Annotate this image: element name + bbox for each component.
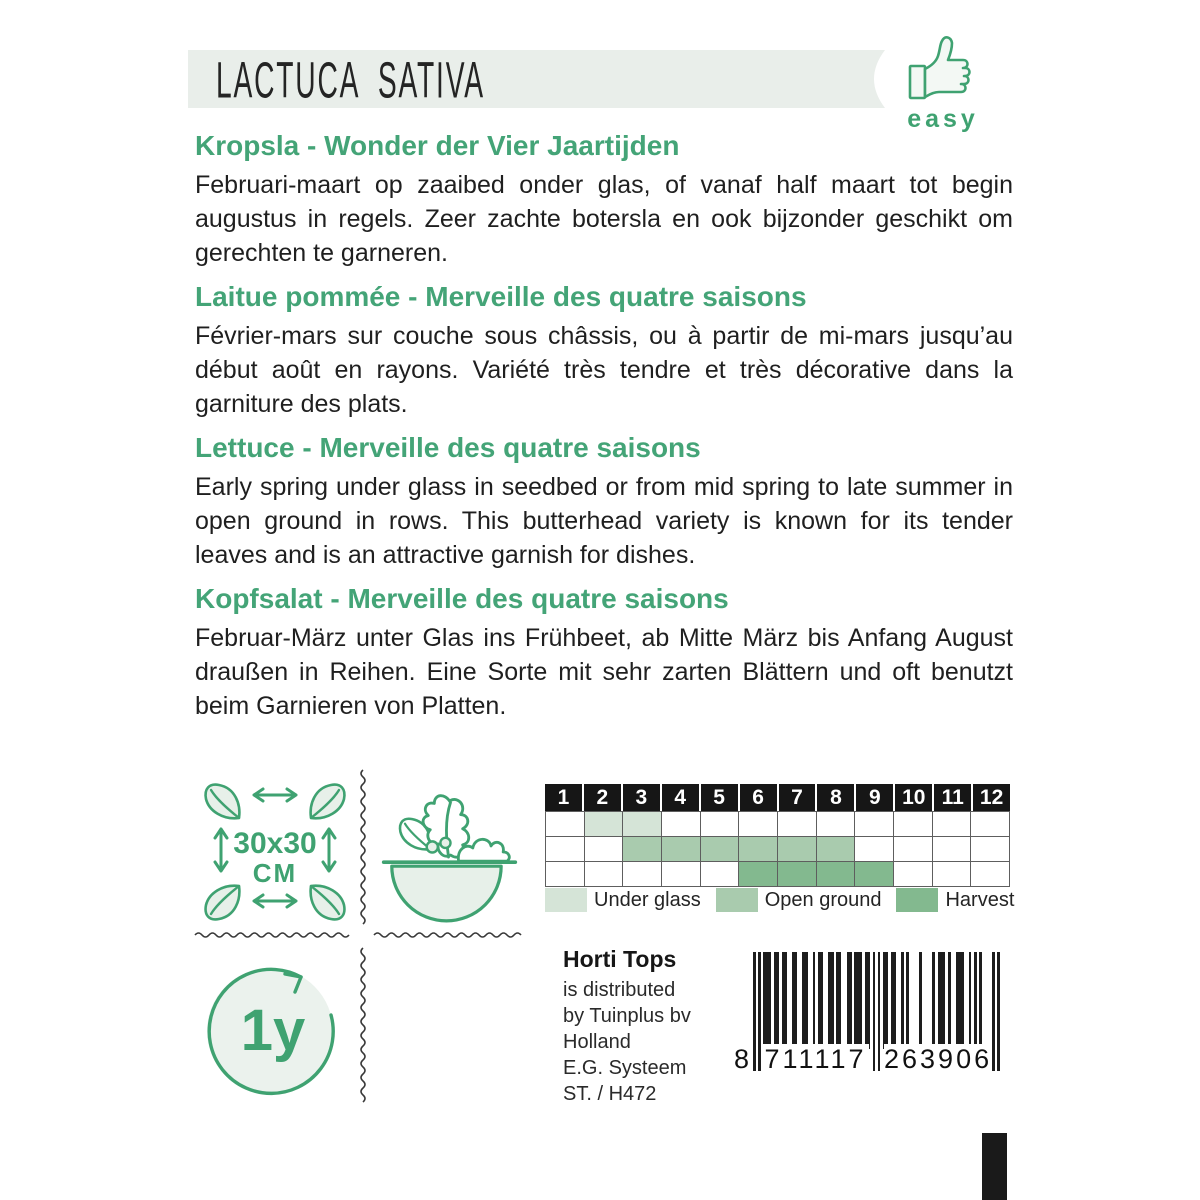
legend-item-harvest [896,888,1014,912]
legend-label: Under glass [594,888,701,911]
calendar-cell [662,837,701,861]
barcode-bar [906,952,909,1049]
section-heading: Lettuce - Merveille des quatre saisons [195,432,701,463]
distributor-line: Holland [563,1031,631,1053]
calendar-cell [739,837,778,861]
distributor-line: by Tuinplus bv [563,1005,691,1027]
legend-swatch [896,888,938,912]
calendar-cell [778,837,817,861]
calendar-row-harvest [545,862,1010,887]
distributor-line: is distributed [563,979,676,1001]
barcode-bar [979,952,982,1049]
month-cell: 4 [662,784,699,811]
calendar-cell [701,812,740,836]
barcode-bar [839,952,842,1049]
month-cell: 9 [856,784,893,811]
seed-lifetime-badge [198,953,348,1105]
calendar-row-open-ground [545,837,1010,862]
wavy-divider-horizontal-right [374,930,526,940]
thumbs-up-icon [901,34,985,104]
calendar-cell [817,812,856,836]
legend-item-open-ground [716,888,882,912]
barcode-bar [831,952,834,1049]
barcode-bar [961,952,964,1049]
calendar-cell [623,812,662,836]
distributor-line: ST. / H472 [563,1083,657,1105]
calendar-cell [623,837,662,861]
month-cell: 8 [817,784,854,811]
print-corner-mark [982,1133,1007,1200]
barcode-bar [849,952,852,1049]
barcode-digit-group: 711117 [762,1044,869,1075]
legend-label: Open ground [764,888,882,911]
barcode-bar [948,952,951,1049]
section-heading: Kropsla - Wonder der Vier Jaartijden [195,130,680,161]
calendar-cell [739,812,778,836]
barcode-bar [784,952,787,1049]
difficulty-label: easy [907,105,979,133]
calendar-cell [971,812,1009,836]
calendar-month-header [545,784,1010,811]
distributor-block [563,946,743,1107]
section-body: Early spring under glass in seedbed or from mid spring to late summer in open ground in rows. This butterhead variety is known for its tender leaves and is an attractive garnish for dishes. [195,473,1013,569]
calendar-cell [894,862,933,886]
section-german [195,583,1013,723]
sowing-calendar [545,784,1010,887]
barcode-bar [860,952,863,1049]
month-cell: 3 [623,784,660,811]
month-cell: 1 [545,784,582,811]
ean-barcode [733,952,1000,1076]
calendar-cell [971,862,1009,886]
calendar-cell [933,862,972,886]
calendar-cell [855,812,894,836]
calendar-cell [894,837,933,861]
salad-bowl-pictogram [372,770,527,932]
calendar-cell [817,837,856,861]
difficulty-badge [901,34,985,134]
lifetime-label: 1y [240,998,306,1063]
section-body: Februar-März unter Glas ins Frühbeet, ab Mitte März bis Anfang August draußen in Reihen. Eine Sorte mit sehr zarten Blättern und oft benutzt beim Garnieren von Platten. [195,624,1013,720]
section-english [195,432,1013,572]
wavy-divider-vertical-top [358,770,368,930]
barcode-bar [776,952,779,1049]
calendar-cell [855,862,894,886]
spacing-size: 30x30 [233,827,317,860]
calendar-cell [585,812,624,836]
barcode-digit-group: 263906 [884,1044,993,1074]
legend-item-under-glass [545,888,701,912]
calendar-cell [894,812,933,836]
calendar-cell [701,837,740,861]
barcode-bar [943,952,946,1049]
calendar-cell [817,862,856,886]
barcode-bar [769,952,772,1049]
calendar-cell [933,812,972,836]
spacing-text [193,828,357,887]
calendar-cell [662,812,701,836]
calendar-cell [778,862,817,886]
month-cell: 11 [934,784,971,811]
barcode-bar [867,952,870,1049]
section-heading: Kopfsalat - Merveille des quatre saisons [195,583,729,614]
wavy-divider-horizontal-left [195,930,352,940]
calendar-cell [585,862,624,886]
section-french [195,281,1013,421]
calendar-row-under-glass [545,812,1010,837]
spacing-unit: CM [252,857,298,888]
month-cell: 5 [701,784,738,811]
legend-swatch [545,888,587,912]
distributor-line: E.G. Systeem [563,1057,687,1079]
section-heading: Laitue pommée - Merveille des quatre saisons [195,281,807,312]
month-cell: 6 [740,784,777,811]
calendar-cell [855,837,894,861]
section-body: Février-mars sur couche sous châssis, ou à partir de mi-mars jusqu’au début août en rayons. Variété très tendre et très décorative dans la garniture des plats. [195,322,1013,418]
barcode-bar [932,952,935,1049]
calendar-cell [546,837,585,861]
calendar-cell [933,837,972,861]
month-cell: 10 [895,784,932,811]
barcode-bar [974,952,977,1049]
barcode-digits [733,1044,1000,1076]
calendar-cell [739,862,778,886]
salad-bowl-icon [372,770,527,932]
barcode-bar [886,952,889,1049]
calendar-cell [546,812,585,836]
barcode-bar [821,952,824,1049]
calendar-cell [662,862,701,886]
section-dutch [195,130,1013,270]
calendar-rows [545,811,1010,887]
barcode-bar [805,952,808,1049]
description-sections [195,130,1013,734]
plant-spacing-pictogram [193,772,357,932]
botanical-name: LACTUCA SATIVA [216,50,485,108]
calendar-cell [971,837,1009,861]
legend-swatch [716,888,758,912]
barcode-bar [969,952,972,1049]
month-cell: 12 [973,784,1010,811]
distributor-name: Horti Tops [563,946,677,972]
barcode-bar [919,952,922,1049]
month-cell: 2 [584,784,621,811]
legend-label: Harvest [945,888,1015,911]
wavy-divider-vertical-bottom [358,948,368,1103]
title-banner [188,50,885,108]
month-cell: 7 [779,784,816,811]
calendar-cell [701,862,740,886]
calendar-cell [778,812,817,836]
calendar-cell [623,862,662,886]
barcode-bar [901,952,904,1049]
section-body: Februari-maart op zaaibed onder glas, of vanaf half maart tot begin augustus in regels. Zeer zachte botersla en ook bijzonder geschikt om gerechten te garneren. [195,171,1013,267]
calendar-legend [545,888,1015,912]
barcode-digit-group: 8 [733,1044,749,1074]
calendar-cell [585,837,624,861]
barcode-bar [893,952,896,1049]
barcode-bar [795,952,798,1049]
calendar-cell [546,862,585,886]
barcode-bar [813,952,816,1049]
